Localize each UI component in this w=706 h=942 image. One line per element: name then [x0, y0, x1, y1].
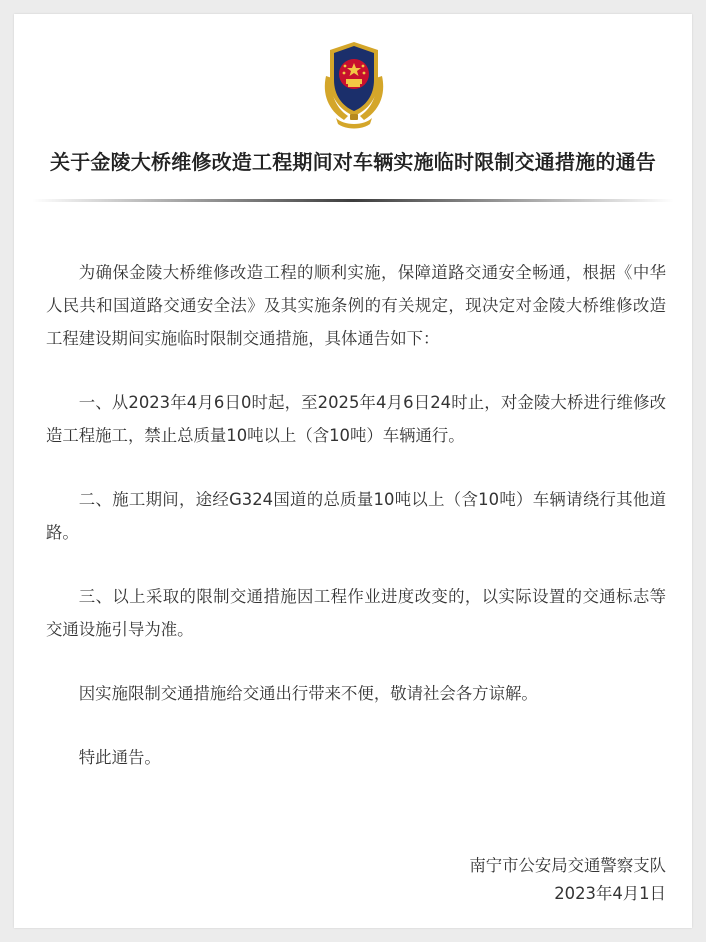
signature-block: [469, 852, 666, 908]
paragraph: 二、施工期间，途经G324国道的总质量10吨以上（含10吨）车辆请绕行其他道路。: [46, 490, 666, 542]
issue-date: 2023年4月1日: [554, 884, 666, 903]
paragraph: 一、从2023年4月6日0时起，至2025年4月6日24时止，对金陵大桥进行维修改造工程施工，禁止总质量10吨以上（含10吨）车辆通行。: [46, 393, 666, 445]
paragraph: 因实施限制交通措施给交通出行带来不便，敬请社会各方谅解。: [78, 684, 538, 703]
title-divider: [32, 199, 674, 202]
notice-body: [46, 256, 666, 805]
paragraph: 为确保金陵大桥维修改造工程的顺利实施，保障道路交通安全畅通，根据《中华人民共和国道路交通安全法》及其实施条例的有关规定，现决定对金陵大桥维修改造工程建设期间实施临时限制交通措施，具体通告如下：: [46, 263, 666, 348]
paragraph: 特此通告。: [78, 748, 161, 767]
notice-title: 关于金陵大桥维修改造工程期间对车辆实施临时限制交通措施的通告: [50, 150, 656, 174]
issuer-name: 南宁市公安局交通警察支队: [469, 856, 666, 875]
paragraph: 三、以上采取的限制交通措施因工程作业进度改变的，以实际设置的交通标志等交通设施引导为准。: [46, 587, 666, 639]
notice-sheet: [14, 14, 692, 928]
police-emblem-icon: [314, 36, 394, 132]
